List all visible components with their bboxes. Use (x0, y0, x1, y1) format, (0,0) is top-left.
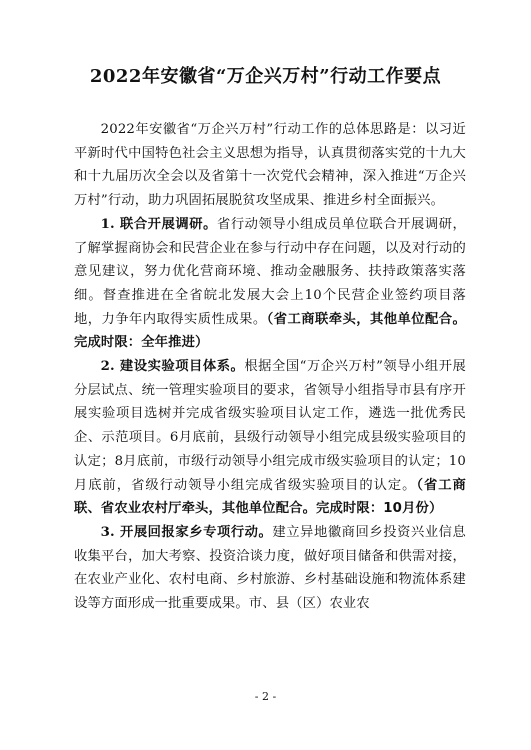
item-text: 省行动领导小组成员单位联合开展调研，了解掌握商协会和民营企业在参与行动中存在问题，以及对行动的意见建议，努力优化营商环境、推动金融服务、扶持政策落实落细。督查推进在全省皖北发展大会上10个民营企业签约项目落地，力争年内取得实质性成果。 (74, 216, 466, 327)
item-heading: 2. 建设实验项目体系。 (100, 359, 245, 375)
document-title: 2022年安徽省“万企兴万村”行动工作要点 (89, 66, 442, 87)
item-paragraph-3 (74, 521, 466, 616)
item-paragraph-1 (74, 213, 466, 355)
item-heading: 1. 联合开展调研。 (100, 216, 217, 232)
item-text: 根据全国“万企兴万村”领导小组开展分层试点、统一管理实验项目的要求，省领导小组指导市县有序开展实验项目选树并完成省级实验项目认定工作，遴选一批优秀民企、示范项目。6月底前，县级行动领导小组完成县级实验项目的认定；8月底前，市级行动领导小组完成市级实验项目的认定；10月底前，省级行动领导小组完成省级实验项目的认定。 (74, 359, 466, 493)
intro-paragraph: 2022年安徽省“万企兴万村”行动工作的总体思路是：以习近平新时代中国特色社会主义思想为指导，认真贯彻落实党的十九大和十九届历次全会以及省第十一次党代会精神，深入推进“万企兴万村”行动，助力巩固拓展脱贫攻坚成果、推进乡村全面振兴。 (74, 122, 466, 209)
item-heading: 3. 开展回报家乡专项行动。 (100, 524, 273, 540)
page-number: - 2 - (254, 690, 277, 703)
item-text: 建立异地徽商回乡投资兴业信息收集平台，加大考察、投资洽谈力度，做好项目储备和供需对接，在农业产业化、农村电商、乡村旅游、乡村基础设施和物流体系建设等方面形成一批重要成果。市、县（区）农业农 (74, 524, 466, 612)
item-responsibility-note: （省工商联牵头，其他单位配合。完成时限：全年推进） (74, 311, 466, 351)
item-responsibility-note: （省工商联、省农业农村厅牵头，其他单位配合。完成时限：10月份） (74, 477, 467, 517)
item-paragraph-2 (74, 355, 466, 521)
document-body (74, 118, 466, 616)
